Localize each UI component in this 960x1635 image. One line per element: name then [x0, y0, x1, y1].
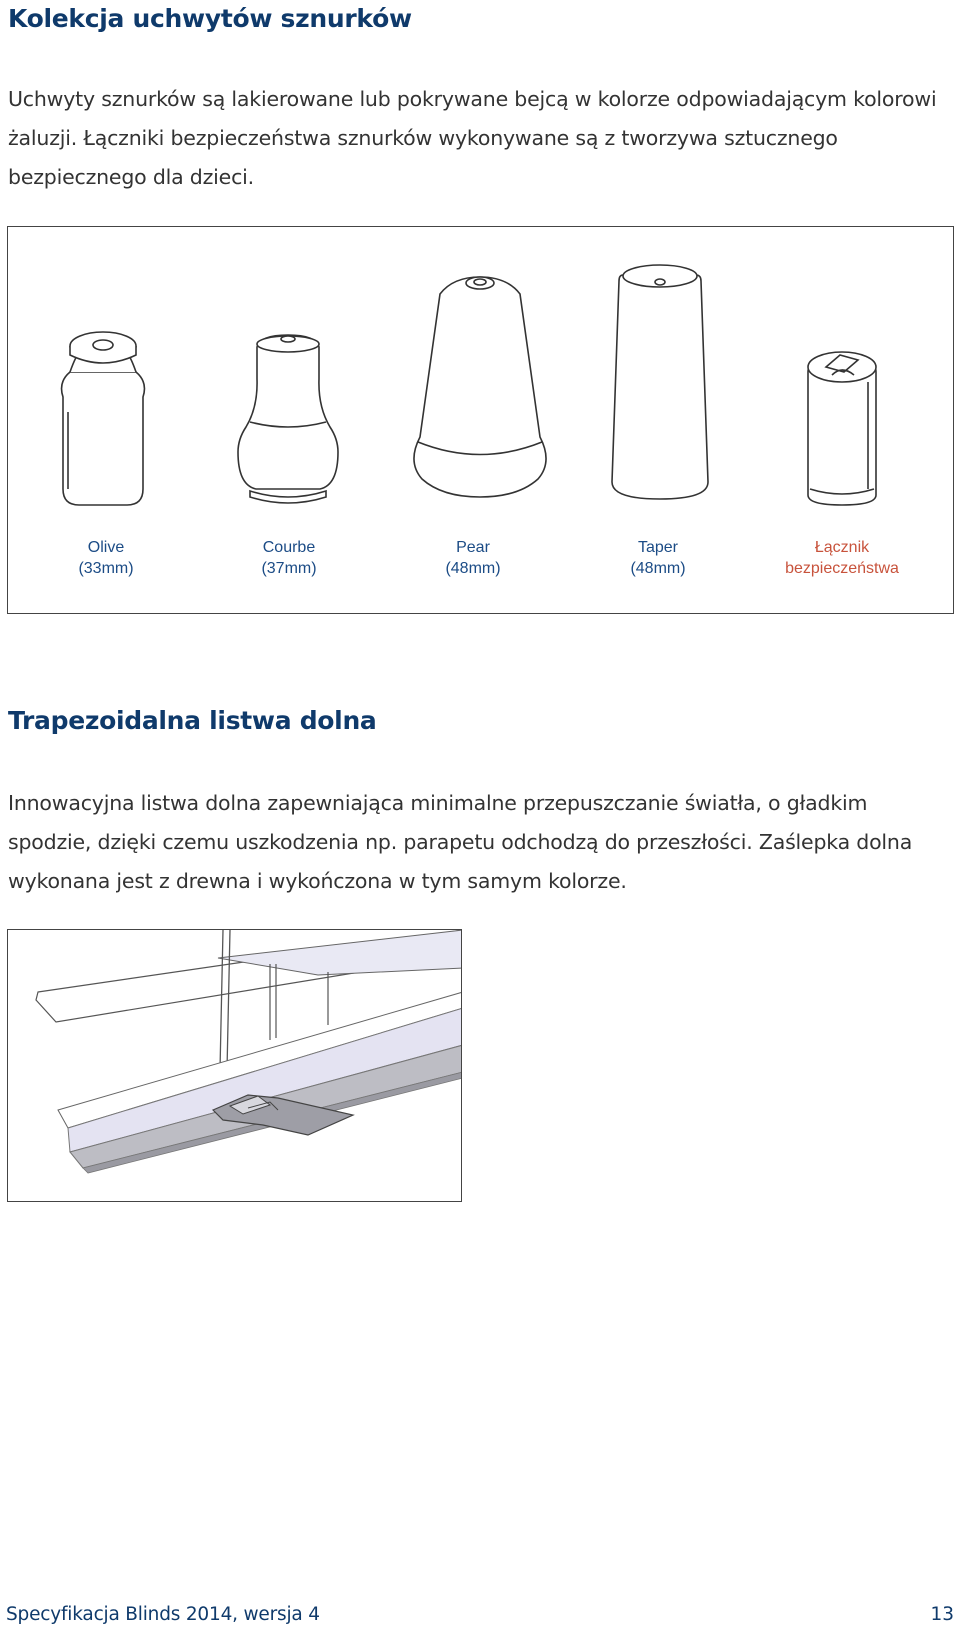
section-title-bottom-rail: Trapezoidalna listwa dolna — [8, 706, 377, 735]
courbe-acorn-drawing — [238, 335, 338, 503]
section-title-cord-acorns: Kolekcja uchwytów sznurków — [8, 4, 412, 33]
section-description-cord-acorns: Uchwyty sznurków są lakierowane lub pokrywane bejcą w kolorze odpowiadającym kolorowi żaluzji. Łączniki bezpieczeństwa sznurków wykonywane są z tworzywa sztucznego bezpiecznego dla dzieci. — [8, 87, 937, 189]
acorn-name: Łącznik — [814, 539, 870, 556]
acorn-name: Courbe — [262, 539, 316, 556]
acorn-size: (37mm) — [261, 560, 317, 577]
taper-acorn-drawing — [612, 265, 708, 499]
footer-document-name: Specyfikacja Blinds 2014, wersja 4 — [6, 1604, 320, 1625]
section-description-bottom-rail: Innowacyjna listwa dolna zapewniająca minimalne przepuszczanie światła, o gładkim spodzie, dzięki czemu uszkodzenia np. parapetu odchodzą do przeszłości. Zaślepka dolna wykonana jest z drewna i wykończona w tym samym kolorze. — [8, 791, 913, 893]
acorn-label-taper — [568, 537, 748, 579]
acorn-label-pear — [383, 537, 563, 579]
acorn-size: (48mm) — [630, 560, 686, 577]
acorn-label-safety-connector — [752, 537, 932, 579]
pear-acorn-drawing — [414, 277, 546, 497]
bottom-rail-illustration — [7, 929, 462, 1202]
acorn-name: Taper — [637, 539, 679, 556]
acorn-size: (33mm) — [78, 560, 134, 577]
acorn-name: Olive — [87, 539, 125, 556]
footer-page-number: 13 — [930, 1604, 954, 1625]
acorn-label-courbe — [199, 537, 379, 579]
acorn-illustration-panel — [7, 226, 954, 614]
acorn-label-olive — [16, 537, 196, 579]
acorn-size: (48mm) — [445, 560, 501, 577]
olive-acorn-drawing — [62, 332, 145, 505]
bottom-rail-drawing — [8, 930, 462, 1202]
acorn-name: Pear — [456, 539, 490, 556]
acorn-size: bezpieczeństwa — [785, 560, 899, 577]
safety-connector-drawing — [808, 352, 876, 505]
